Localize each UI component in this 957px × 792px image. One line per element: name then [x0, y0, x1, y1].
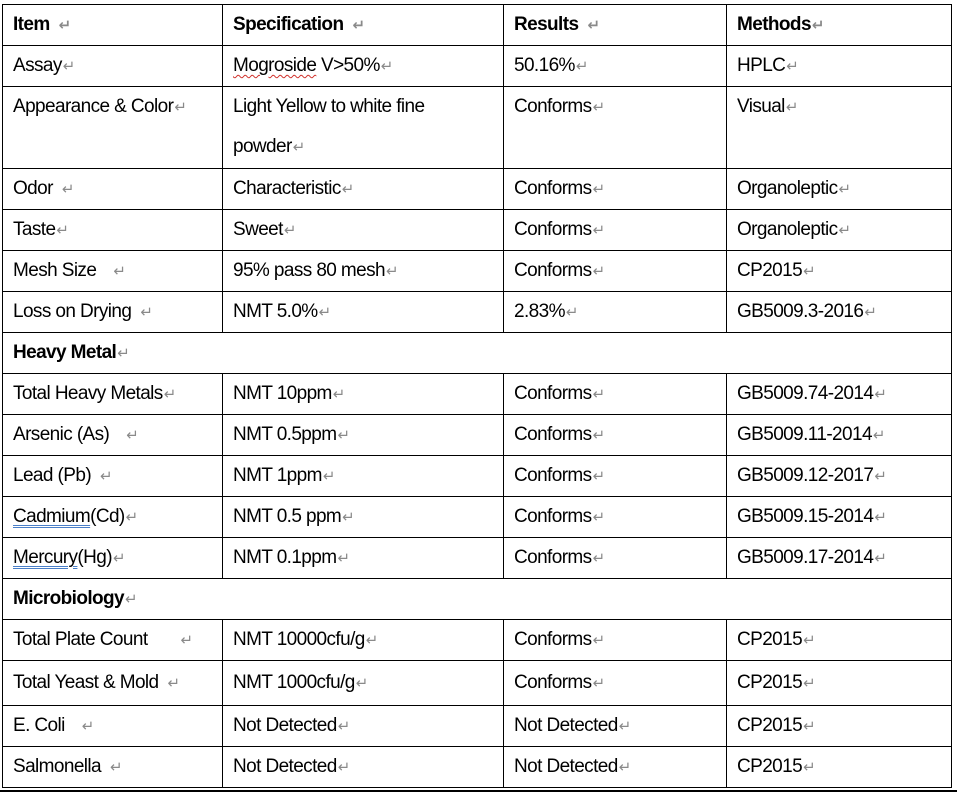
table-row — [3, 210, 952, 251]
cell-item: Appearance & Color↵ — [3, 87, 223, 169]
cell-specification: NMT 10000cfu/g↵ — [223, 620, 504, 661]
header-methods: Methods↵ — [727, 5, 952, 46]
cell-methods: GB5009.12-2017↵ — [727, 456, 952, 497]
header-specification: Specification ↵ — [223, 5, 504, 46]
section-row-microbiology — [3, 579, 952, 620]
cell-specification: Not Detected↵ — [223, 706, 504, 747]
cell-specification: NMT 0.5ppm↵ — [223, 415, 504, 456]
cell-results: Conforms↵ — [504, 374, 727, 415]
cell-item: Mesh Size ↵ — [3, 251, 223, 292]
table-row — [3, 747, 952, 788]
table-row — [3, 251, 952, 292]
table-row — [3, 661, 952, 706]
cell-results: Conforms↵ — [504, 456, 727, 497]
cell-methods: GB5009.11-2014↵ — [727, 415, 952, 456]
grammar-underline: Mercury — [13, 547, 78, 568]
cell-specification: 95% pass 80 mesh↵ — [223, 251, 504, 292]
table-header-row — [3, 5, 952, 46]
cell-specification: NMT 5.0%↵ — [223, 292, 504, 333]
cell-methods: CP2015↵ — [727, 620, 952, 661]
cell-item: Lead (Pb) ↵ — [3, 456, 223, 497]
cell-item: Assay↵ — [3, 46, 223, 87]
cell-specification: NMT 0.1ppm↵ — [223, 538, 504, 579]
cell-item: Odor ↵ — [3, 169, 223, 210]
cell-results: Conforms↵ — [504, 497, 727, 538]
cell-methods: GB5009.3-2016↵ — [727, 292, 952, 333]
cell-methods: Organoleptic↵ — [727, 169, 952, 210]
cell-results: Conforms↵ — [504, 169, 727, 210]
cell-results: Conforms↵ — [504, 661, 727, 706]
cell-specification: Mogroside V>50%↵ — [223, 46, 504, 87]
table-row — [3, 497, 952, 538]
cell-item: Mercury(Hg)↵ — [3, 538, 223, 579]
table-row — [3, 620, 952, 661]
cell-specification: Sweet↵ — [223, 210, 504, 251]
cell-specification: Characteristic↵ — [223, 169, 504, 210]
cell-methods: CP2015↵ — [727, 706, 952, 747]
cell-results: Conforms↵ — [504, 87, 727, 169]
cell-methods: GB5009.17-2014↵ — [727, 538, 952, 579]
cell-results: Conforms↵ — [504, 538, 727, 579]
cell-item: Loss on Drying ↵ — [3, 292, 223, 333]
cell-methods: HPLC↵ — [727, 46, 952, 87]
table-row — [3, 538, 952, 579]
header-results: Results ↵ — [504, 5, 727, 46]
cell-item: Arsenic (As) ↵ — [3, 415, 223, 456]
cell-results: Conforms↵ — [504, 415, 727, 456]
cell-results: Conforms↵ — [504, 620, 727, 661]
spellcheck-word: Mogroside — [233, 55, 317, 76]
specification-table — [2, 4, 952, 788]
cell-methods: CP2015↵ — [727, 251, 952, 292]
cell-results: Conforms↵ — [504, 251, 727, 292]
cell-results: 50.16%↵ — [504, 46, 727, 87]
cell-specification: Light Yellow to white fine powder↵ — [223, 87, 504, 169]
cell-methods: Visual↵ — [727, 87, 952, 169]
table-row — [3, 374, 952, 415]
cell-methods: GB5009.15-2014↵ — [727, 497, 952, 538]
cell-item: Total Plate Count ↵ — [3, 620, 223, 661]
grammar-underline: Cadmium — [13, 506, 91, 527]
cell-item: Salmonella ↵ — [3, 747, 223, 788]
table-row — [3, 706, 952, 747]
header-item: Item ↵ — [3, 5, 223, 46]
cell-specification: NMT 1ppm↵ — [223, 456, 504, 497]
table-row — [3, 169, 952, 210]
cell-methods: CP2015↵ — [727, 661, 952, 706]
cell-specification: NMT 1000cfu/g↵ — [223, 661, 504, 706]
cell-specification: NMT 0.5 ppm↵ — [223, 497, 504, 538]
cell-specification: Not Detected↵ — [223, 747, 504, 788]
table-row — [3, 46, 952, 87]
section-heading: Heavy Metal↵ — [3, 333, 952, 374]
cell-item: Cadmium(Cd)↵ — [3, 497, 223, 538]
section-heading: Microbiology↵ — [3, 579, 952, 620]
cell-item: Total Heavy Metals↵ — [3, 374, 223, 415]
table-row — [3, 415, 952, 456]
cell-specification: NMT 10ppm↵ — [223, 374, 504, 415]
cell-results: 2.83%↵ — [504, 292, 727, 333]
cell-methods: CP2015↵ — [727, 747, 952, 788]
cell-methods: Organoleptic↵ — [727, 210, 952, 251]
table-row — [3, 292, 952, 333]
cell-item: Total Yeast & Mold ↵ — [3, 661, 223, 706]
cell-results: Not Detected↵ — [504, 747, 727, 788]
table-row — [3, 87, 952, 169]
cell-item: E. Coli ↵ — [3, 706, 223, 747]
cell-methods: GB5009.74-2014↵ — [727, 374, 952, 415]
cell-results: Conforms↵ — [504, 210, 727, 251]
cell-results: Not Detected↵ — [504, 706, 727, 747]
cell-item: Taste↵ — [3, 210, 223, 251]
section-row-heavy-metal — [3, 333, 952, 374]
table-row — [3, 456, 952, 497]
